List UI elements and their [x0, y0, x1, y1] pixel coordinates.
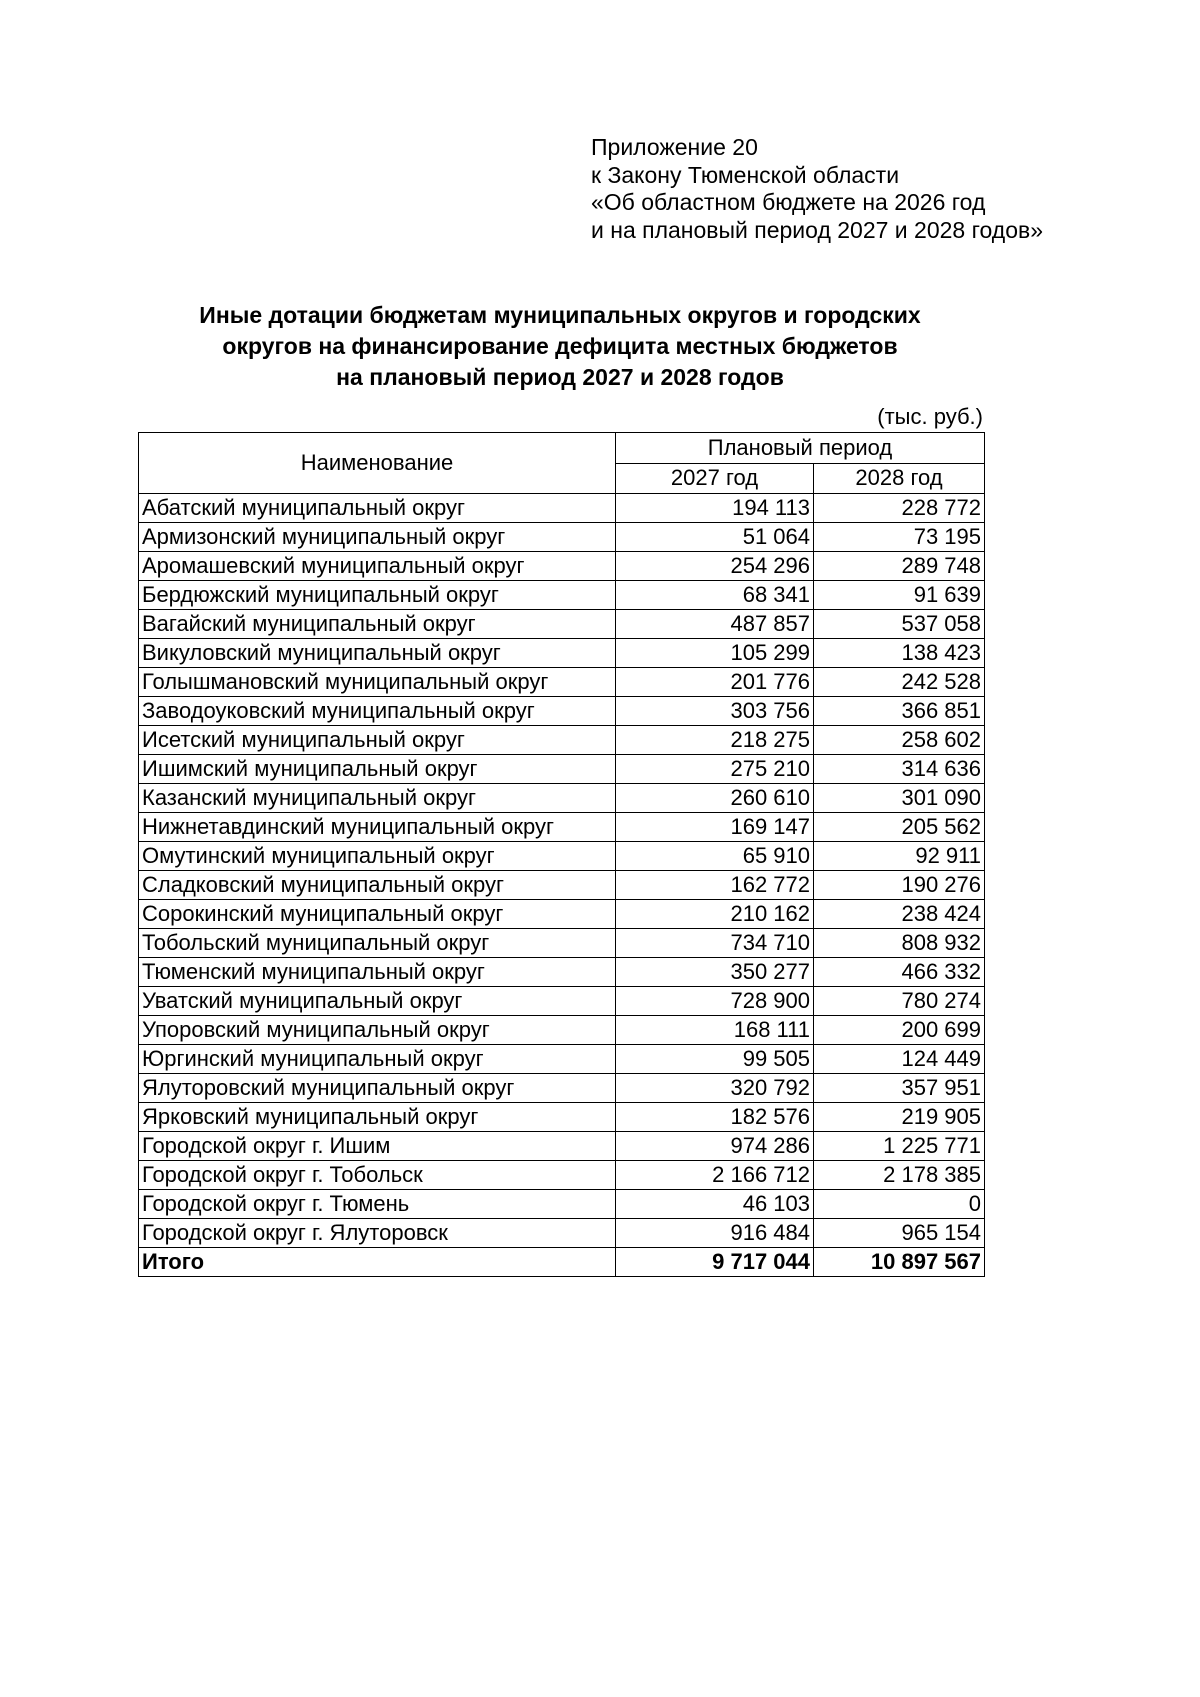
row-name-cell: Голышмановский муниципальный округ	[139, 668, 616, 697]
table-row	[139, 1103, 985, 1132]
row-name-cell: Уватский муниципальный округ	[139, 987, 616, 1016]
row-2027-cell: 210 162	[616, 900, 814, 929]
appendix-line: и на плановый период 2027 и 2028 годов»	[591, 216, 1043, 243]
row-name-cell: Абатский муниципальный округ	[139, 494, 616, 523]
row-2027-cell: 2 166 712	[616, 1161, 814, 1190]
row-2028-cell: 537 058	[814, 610, 985, 639]
row-2027-cell: 65 910	[616, 842, 814, 871]
row-2027-cell: 275 210	[616, 755, 814, 784]
table-row	[139, 1219, 985, 1248]
row-2028-cell: 73 195	[814, 523, 985, 552]
row-name-cell: Тобольский муниципальный округ	[139, 929, 616, 958]
row-2027-cell: 734 710	[616, 929, 814, 958]
appendix-line: «Об областном бюджете на 2026 год	[591, 189, 986, 215]
row-2028-cell: 124 449	[814, 1045, 985, 1074]
row-2028-cell: 205 562	[814, 813, 985, 842]
row-2028-cell: 92 911	[814, 842, 985, 871]
table-row	[139, 1016, 985, 1045]
row-2027-cell: 260 610	[616, 784, 814, 813]
row-name-cell: Казанский муниципальный округ	[139, 784, 616, 813]
title-line: округов на финансирование дефицита местных бюджетов	[222, 333, 898, 359]
table-row	[139, 1190, 985, 1219]
row-2027-cell: 169 147	[616, 813, 814, 842]
document-title	[120, 300, 1000, 393]
row-name-cell: Тюменский муниципальный округ	[139, 958, 616, 987]
row-name-cell: Упоровский муниципальный округ	[139, 1016, 616, 1045]
row-2028-cell: 190 276	[814, 871, 985, 900]
row-2028-cell: 2 178 385	[814, 1161, 985, 1190]
table-row	[139, 929, 985, 958]
row-2027-cell: 105 299	[616, 639, 814, 668]
row-2027-cell: 46 103	[616, 1190, 814, 1219]
row-2027-cell: 168 111	[616, 1016, 814, 1045]
table-row	[139, 523, 985, 552]
table-row	[139, 1045, 985, 1074]
table-row	[139, 842, 985, 871]
row-name-cell: Нижнетавдинский муниципальный округ	[139, 813, 616, 842]
row-2028-cell: 138 423	[814, 639, 985, 668]
total-2027-cell: 9 717 044	[616, 1248, 814, 1277]
table-row	[139, 784, 985, 813]
row-2028-cell: 301 090	[814, 784, 985, 813]
appendix-line: к Закону Тюменской области	[591, 161, 900, 188]
row-2027-cell: 218 275	[616, 726, 814, 755]
row-2027-cell: 350 277	[616, 958, 814, 987]
row-2028-cell: 780 274	[814, 987, 985, 1016]
units-label: (тыс. руб.)	[877, 404, 983, 429]
row-name-cell: Вагайский муниципальный округ	[139, 610, 616, 639]
row-2028-cell: 238 424	[814, 900, 985, 929]
row-2028-cell: 200 699	[814, 1016, 985, 1045]
table-row	[139, 755, 985, 784]
total-label-cell: Итого	[139, 1248, 616, 1277]
table-row	[139, 697, 985, 726]
header-period: Плановый период	[616, 433, 985, 464]
row-2028-cell: 242 528	[814, 668, 985, 697]
table-row	[139, 552, 985, 581]
row-name-cell: Исетский муниципальный округ	[139, 726, 616, 755]
row-name-cell: Ишимский муниципальный округ	[139, 755, 616, 784]
row-2027-cell: 320 792	[616, 1074, 814, 1103]
table-row	[139, 1074, 985, 1103]
row-2028-cell: 1 225 771	[814, 1132, 985, 1161]
table-row	[139, 610, 985, 639]
row-name-cell: Омутинский муниципальный округ	[139, 842, 616, 871]
row-2027-cell: 974 286	[616, 1132, 814, 1161]
table-row	[139, 871, 985, 900]
row-name-cell: Армизонский муниципальный округ	[139, 523, 616, 552]
row-2028-cell: 258 602	[814, 726, 985, 755]
title-line: Иные дотации бюджетам муниципальных округов и городских	[199, 302, 921, 328]
row-2027-cell: 99 505	[616, 1045, 814, 1074]
appendix-line: Приложение 20	[591, 134, 758, 160]
row-name-cell: Сорокинский муниципальный округ	[139, 900, 616, 929]
row-name-cell: Городской округ г. Тобольск	[139, 1161, 616, 1190]
row-2028-cell: 466 332	[814, 958, 985, 987]
row-2028-cell: 289 748	[814, 552, 985, 581]
row-2027-cell: 201 776	[616, 668, 814, 697]
row-name-cell: Ярковский муниципальный округ	[139, 1103, 616, 1132]
row-2027-cell: 51 064	[616, 523, 814, 552]
table-row	[139, 900, 985, 929]
row-2027-cell: 182 576	[616, 1103, 814, 1132]
total-row	[139, 1248, 985, 1277]
row-2028-cell: 91 639	[814, 581, 985, 610]
row-2028-cell: 366 851	[814, 697, 985, 726]
row-2027-cell: 303 756	[616, 697, 814, 726]
row-2027-cell: 162 772	[616, 871, 814, 900]
appendix-note	[591, 134, 1043, 244]
table-row	[139, 1132, 985, 1161]
row-2027-cell: 194 113	[616, 494, 814, 523]
table-row	[139, 958, 985, 987]
header-year-2027: 2027 год	[616, 463, 814, 494]
table-row	[139, 668, 985, 697]
table-row	[139, 639, 985, 668]
row-name-cell: Аромашевский муниципальный округ	[139, 552, 616, 581]
row-2028-cell: 357 951	[814, 1074, 985, 1103]
table-body	[139, 494, 985, 1277]
row-2027-cell: 487 857	[616, 610, 814, 639]
row-2028-cell: 0	[814, 1190, 985, 1219]
row-name-cell: Ялуторовский муниципальный округ	[139, 1074, 616, 1103]
row-2027-cell: 68 341	[616, 581, 814, 610]
header-year-2028: 2028 год	[814, 463, 985, 494]
row-2028-cell: 228 772	[814, 494, 985, 523]
row-name-cell: Бердюжский муниципальный округ	[139, 581, 616, 610]
table-row	[139, 1161, 985, 1190]
title-line: на плановый период 2027 и 2028 годов	[336, 364, 784, 390]
total-2028-cell: 10 897 567	[814, 1248, 985, 1277]
row-name-cell: Юргинский муниципальный округ	[139, 1045, 616, 1074]
table-row	[139, 726, 985, 755]
row-name-cell: Заводоуковский муниципальный округ	[139, 697, 616, 726]
row-name-cell: Городской округ г. Ялуторовск	[139, 1219, 616, 1248]
row-name-cell: Городской округ г. Тюмень	[139, 1190, 616, 1219]
table-row	[139, 813, 985, 842]
table-row	[139, 581, 985, 610]
row-name-cell: Викуловский муниципальный округ	[139, 639, 616, 668]
table-row	[139, 494, 985, 523]
row-2027-cell: 254 296	[616, 552, 814, 581]
table-row	[139, 987, 985, 1016]
subsidies-table	[138, 432, 985, 1277]
row-2028-cell: 965 154	[814, 1219, 985, 1248]
row-2028-cell: 219 905	[814, 1103, 985, 1132]
header-name: Наименование	[139, 433, 616, 494]
row-2027-cell: 916 484	[616, 1219, 814, 1248]
row-2027-cell: 728 900	[616, 987, 814, 1016]
row-name-cell: Городской округ г. Ишим	[139, 1132, 616, 1161]
row-2028-cell: 808 932	[814, 929, 985, 958]
row-name-cell: Сладковский муниципальный округ	[139, 871, 616, 900]
row-2028-cell: 314 636	[814, 755, 985, 784]
